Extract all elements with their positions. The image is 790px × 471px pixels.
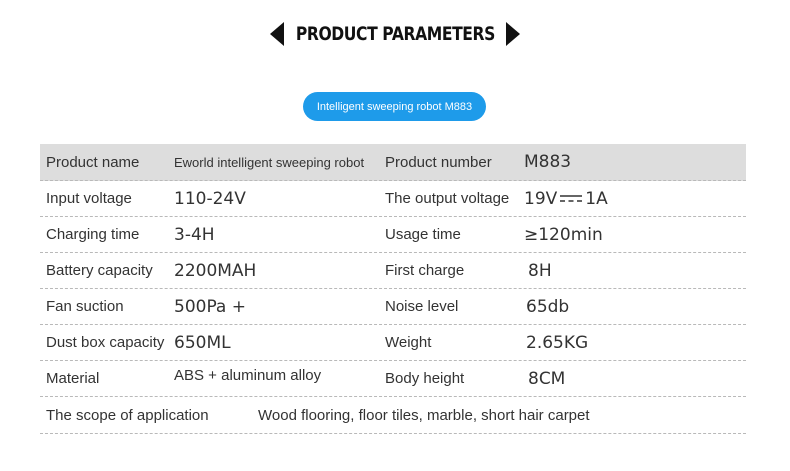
table-row — [40, 253, 746, 289]
right-arrow-icon — [506, 22, 520, 46]
table-row — [40, 181, 746, 217]
page-title: PRODUCT PARAMETERS — [295, 23, 495, 45]
row-label-2: The output voltage — [385, 190, 510, 207]
scope-label: The scope of application — [46, 406, 209, 424]
table-header-row — [40, 144, 746, 181]
product-number-label: Product number — [385, 153, 492, 171]
row-value-2: 8H — [528, 260, 552, 281]
row-label: Material — [46, 370, 100, 387]
table-row — [40, 217, 746, 253]
dc-symbol-icon — [560, 194, 582, 204]
row-value: 500Pa + — [174, 296, 247, 317]
row-value: ABS + aluminum alloy — [174, 367, 322, 384]
row-value-2: ≥120min — [524, 224, 603, 245]
output-voltage-value — [524, 181, 608, 216]
product-model-badge: Intelligent sweeping robot M883 — [303, 92, 486, 121]
row-value: 3-4H — [174, 224, 215, 245]
row-label: Fan suction — [46, 298, 124, 315]
current-text: 1A — [585, 188, 608, 209]
row-label-2: Weight — [385, 334, 432, 351]
row-value: 650ML — [174, 332, 231, 353]
row-value-2: 2.65KG — [526, 332, 589, 353]
row-label-2: Usage time — [385, 226, 461, 243]
voltage-text: 19V — [524, 188, 558, 209]
table-row — [40, 361, 746, 397]
table-row — [40, 325, 746, 361]
section-title — [0, 22, 790, 46]
row-label-2: First charge — [385, 262, 465, 279]
table-row — [40, 289, 746, 325]
left-arrow-icon — [270, 22, 284, 46]
row-value: 2200MAH — [174, 260, 257, 281]
parameters-table — [40, 144, 746, 434]
scope-value: Wood flooring, floor tiles, marble, short hair carpet — [258, 406, 590, 424]
row-label: Battery capacity — [46, 262, 153, 279]
table-row-scope — [40, 397, 746, 434]
product-name-label: Product name — [46, 153, 140, 171]
row-label: Input voltage — [46, 190, 132, 207]
row-label: Dust box capacity — [46, 334, 165, 351]
row-value: 110-24V — [174, 188, 246, 209]
row-value-2: 8CM — [528, 368, 566, 389]
row-label-2: Body height — [385, 370, 465, 387]
row-label: Charging time — [46, 226, 140, 243]
row-label-2: Noise level — [385, 298, 459, 315]
row-value-2: 65db — [526, 296, 570, 317]
product-number-value: M883 — [524, 152, 572, 172]
product-name-value: Eworld intelligent sweeping robot — [174, 154, 365, 170]
